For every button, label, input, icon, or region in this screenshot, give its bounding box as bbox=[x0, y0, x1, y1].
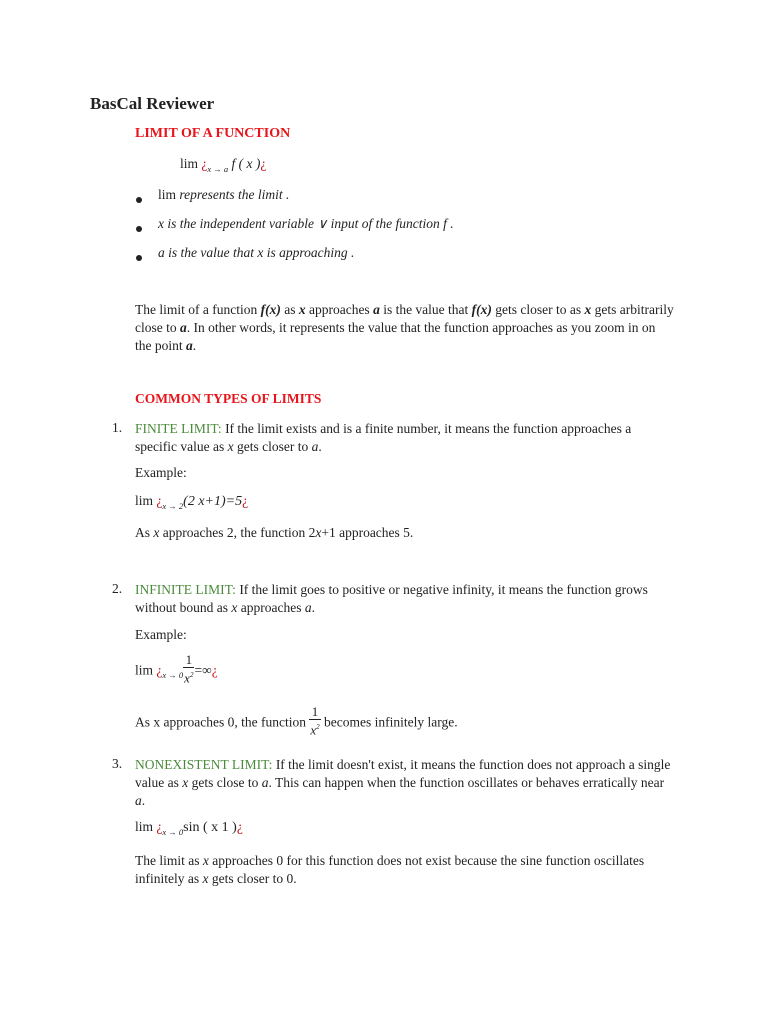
list-item-nonexistent-limit: NONEXISTENT LIMIT: If the limit doesn't exist, it means the function does not approach a single value as x gets close to a. This can happen when the function oscillates or behaves erratically near a. bbox=[135, 757, 671, 808]
bullet-item bbox=[158, 187, 289, 203]
limit-notation-formula bbox=[180, 156, 266, 172]
page-title: BasCal Reviewer bbox=[90, 94, 215, 113]
list-item-infinite-limit: INFINITE LIMIT: If the limit goes to positive or negative infinity, it means the function grows without bound as x approaches a. bbox=[135, 582, 648, 615]
lim-text: lim bbox=[180, 156, 199, 171]
section-heading-limit-of-function: LIMIT OF A FUNCTION bbox=[135, 126, 291, 141]
list-item-finite-limit: FINITE LIMIT: If the limit exists and is a finite number, it means the function approaches a specific value as x gets closer to a. bbox=[135, 421, 632, 454]
bullet-dot bbox=[136, 226, 142, 232]
list-number: 1. bbox=[112, 420, 123, 435]
example-label: Example: bbox=[135, 627, 187, 642]
finite-limit-formula: $\lim ¿_{x \to 2}(2$ x+1)=5¿ bbox=[135, 493, 249, 511]
bullet-item: x is the independent variable ∨ input of the function f . bbox=[158, 216, 454, 231]
example-label: Example: bbox=[135, 465, 187, 480]
list-number: 3. bbox=[112, 756, 123, 771]
formula-glyph: ¿ bbox=[260, 156, 267, 171]
item-label: INFINITE LIMIT: bbox=[135, 582, 236, 597]
infinite-limit-formula: $\lim ¿_{x \to 0}$ $\frac{1}{x^2}$ =∞¿ bbox=[135, 652, 218, 686]
infinite-limit-note: As x approaches 0, the function $\frac{1}{x^2}$ becomes infinitely large. bbox=[135, 704, 458, 738]
nonexistent-limit-formula: $\lim ¿_{x \to 0}\sin$ ( x 1 )¿ bbox=[135, 819, 243, 837]
fraction: $\frac{1}{x^2}$ bbox=[310, 704, 320, 738]
finite-limit-note: As x approaches 2, the function 2x+1 approaches 5. bbox=[135, 525, 414, 540]
item-label: NONEXISTENT LIMIT: bbox=[135, 757, 273, 772]
limit-definition-paragraph: The limit of a function f(x) as x approaches a is the value that f(x) gets closer to as x gets arbitrarily close to a. In other words, it represents the value that the function approaches as you zoom in on the point a. bbox=[135, 302, 674, 353]
formula-glyph: ¿ bbox=[201, 156, 208, 171]
item-label: FINITE LIMIT: bbox=[135, 421, 222, 436]
bullet-text: represents the limit . bbox=[179, 187, 290, 202]
bullet-item: a is the value that x is approaching . bbox=[158, 245, 355, 260]
formula-body: f ( x ) bbox=[231, 156, 261, 171]
nonexistent-limit-note: The limit as x approaches 0 for this function does not exist because the sine function oscillates infinitely as x gets closer to 0. bbox=[135, 853, 645, 886]
lim-text: lim bbox=[158, 187, 177, 202]
formula-subscript: x → a bbox=[207, 164, 229, 174]
section-heading-common-types: COMMON TYPES OF LIMITS bbox=[135, 391, 322, 406]
fraction: $\frac{1}{x^2}$ bbox=[184, 652, 194, 686]
list-number: 2. bbox=[112, 581, 123, 596]
bullet-dot bbox=[136, 197, 142, 203]
bullet-dot bbox=[136, 255, 142, 261]
